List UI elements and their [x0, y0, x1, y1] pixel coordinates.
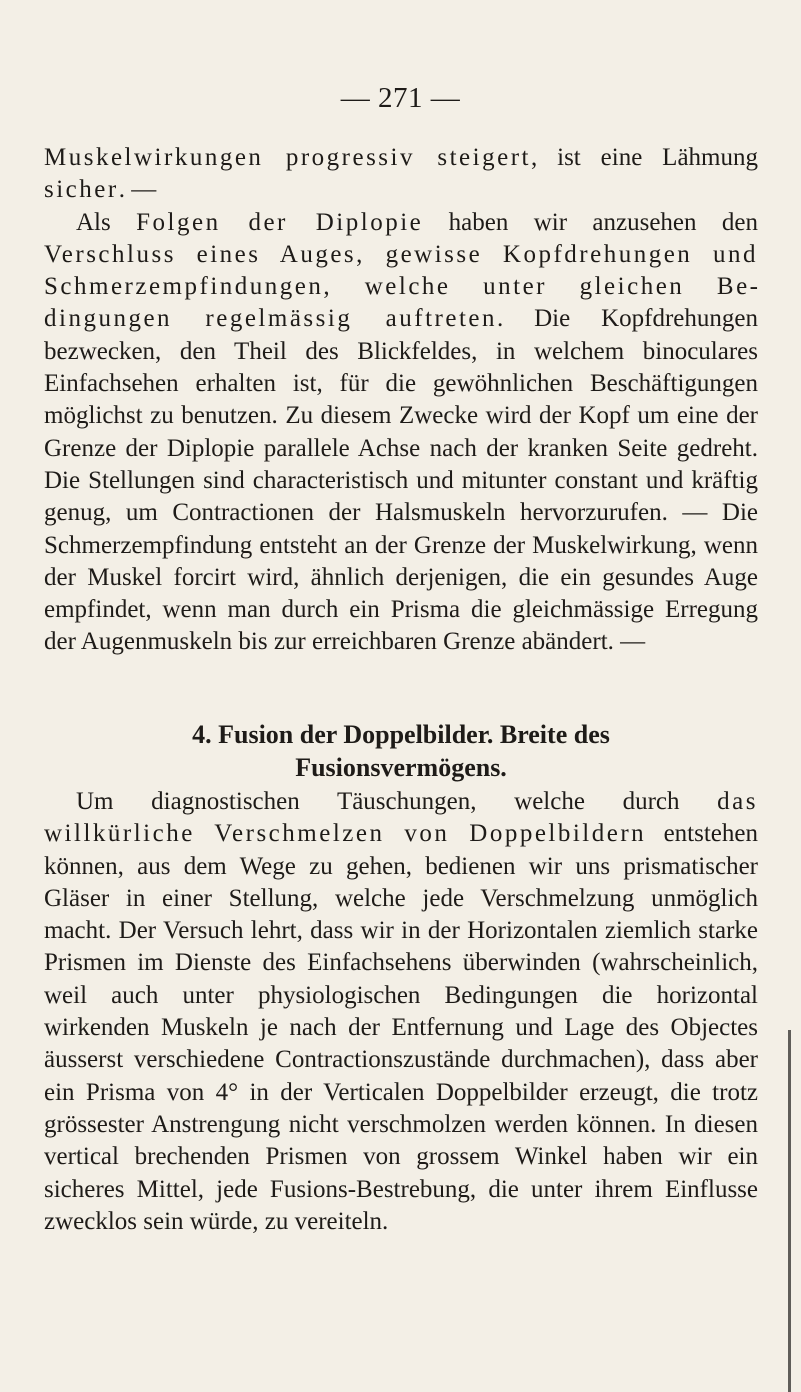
spaced-emphasis: das willkürliche Verschmelzen von Doppelbildern	[44, 788, 758, 848]
spaced-emphasis: Folgen der Diplopie	[136, 208, 424, 236]
text-run: entstehen können, aus dem Wege zu gehen, bedienen wir uns prismatischer Gläser in einer Stellung, welche jede Verschmelzung unmöglich macht. Der Versuch lehrt, dass wir in der Horizontalen ziemlich starke Prismen im Dienste des Einfachsehens überwinden (wahrscheinlich, weil auch unter physiologischen Bedingungen die horizontal wirkenden Muskeln je nach der Entfernung und Lage des Objectes äusserst verschiedene Contractionszustände durchmachen), dass aber ein Prisma von 4° in der Verticalen Doppelbilder erzeugt, die trotz grössester Anstrengung nicht verschmolzen werden können. In diesen vertical brechenden Prismen von grossem Winkel haben wir ein sicheres Mittel, jede Fusions-Bestrebung, die unter ihrem Einflusse zwecklos sein würde, zu vereiteln.	[44, 820, 758, 1235]
spaced-emphasis: sicher	[44, 176, 119, 204]
paragraph-diplopie	[44, 207, 758, 659]
heading-line-2: Fusionsvermögens.	[295, 753, 507, 782]
paragraph-continuation	[44, 142, 758, 207]
text-run: Um diagnostischen Täuschungen, welche durch	[76, 788, 718, 815]
paragraph-fusion	[44, 786, 758, 1238]
text-run: , ist eine Lähmung	[530, 144, 758, 171]
text-run: Als	[76, 208, 137, 236]
heading-line-1: 4. Fusion der Doppelbilder. Breite des	[192, 720, 610, 749]
text-block-lower	[44, 786, 758, 1238]
spaced-emphasis: Verschluss eines Auges, gewisse Kopfdrehungen und Schmerzempfindungen, welche unter gleichen Bedingungen regelmässig auftreten	[44, 240, 758, 333]
text-run: . —	[118, 176, 157, 204]
text-run: haben wir anzusehen den	[423, 208, 759, 236]
text-run: . Die Kopfdrehungen bezwecken, den Theil des Blickfeldes, in welchem binoculares Einfachsehen erhalten ist, für die gewöhnlichen Beschäftigungen möglichst zu benutzen. Zu diesem Zwecke wird der Kopf um eine der Grenze der Diplopie parallele Achse nach der kranken Seite gedreht. Die Stellungen sind characteristisch und mitunter constant und kräftig genug, um Contractionen der Halsmuskeln hervorzurufen. — Die Schmerzempfindung entsteht an der Grenze der Muskelwirkung, wenn der Muskel forcirt wird, ähnlich derjenigen, die ein gesundes Auge empfindet, wenn man durch ein Prisma die gleichmässige Erregung der Augenmuskeln bis zur erreichbaren Grenze abändert. —	[44, 305, 758, 656]
spaced-emphasis: Muskelwirkungen progressiv steigert	[44, 144, 531, 171]
page-number: — 271 —	[340, 82, 461, 114]
page-edge-shadow	[788, 1030, 791, 1392]
section-heading	[44, 718, 758, 784]
text-block-upper	[44, 142, 758, 659]
